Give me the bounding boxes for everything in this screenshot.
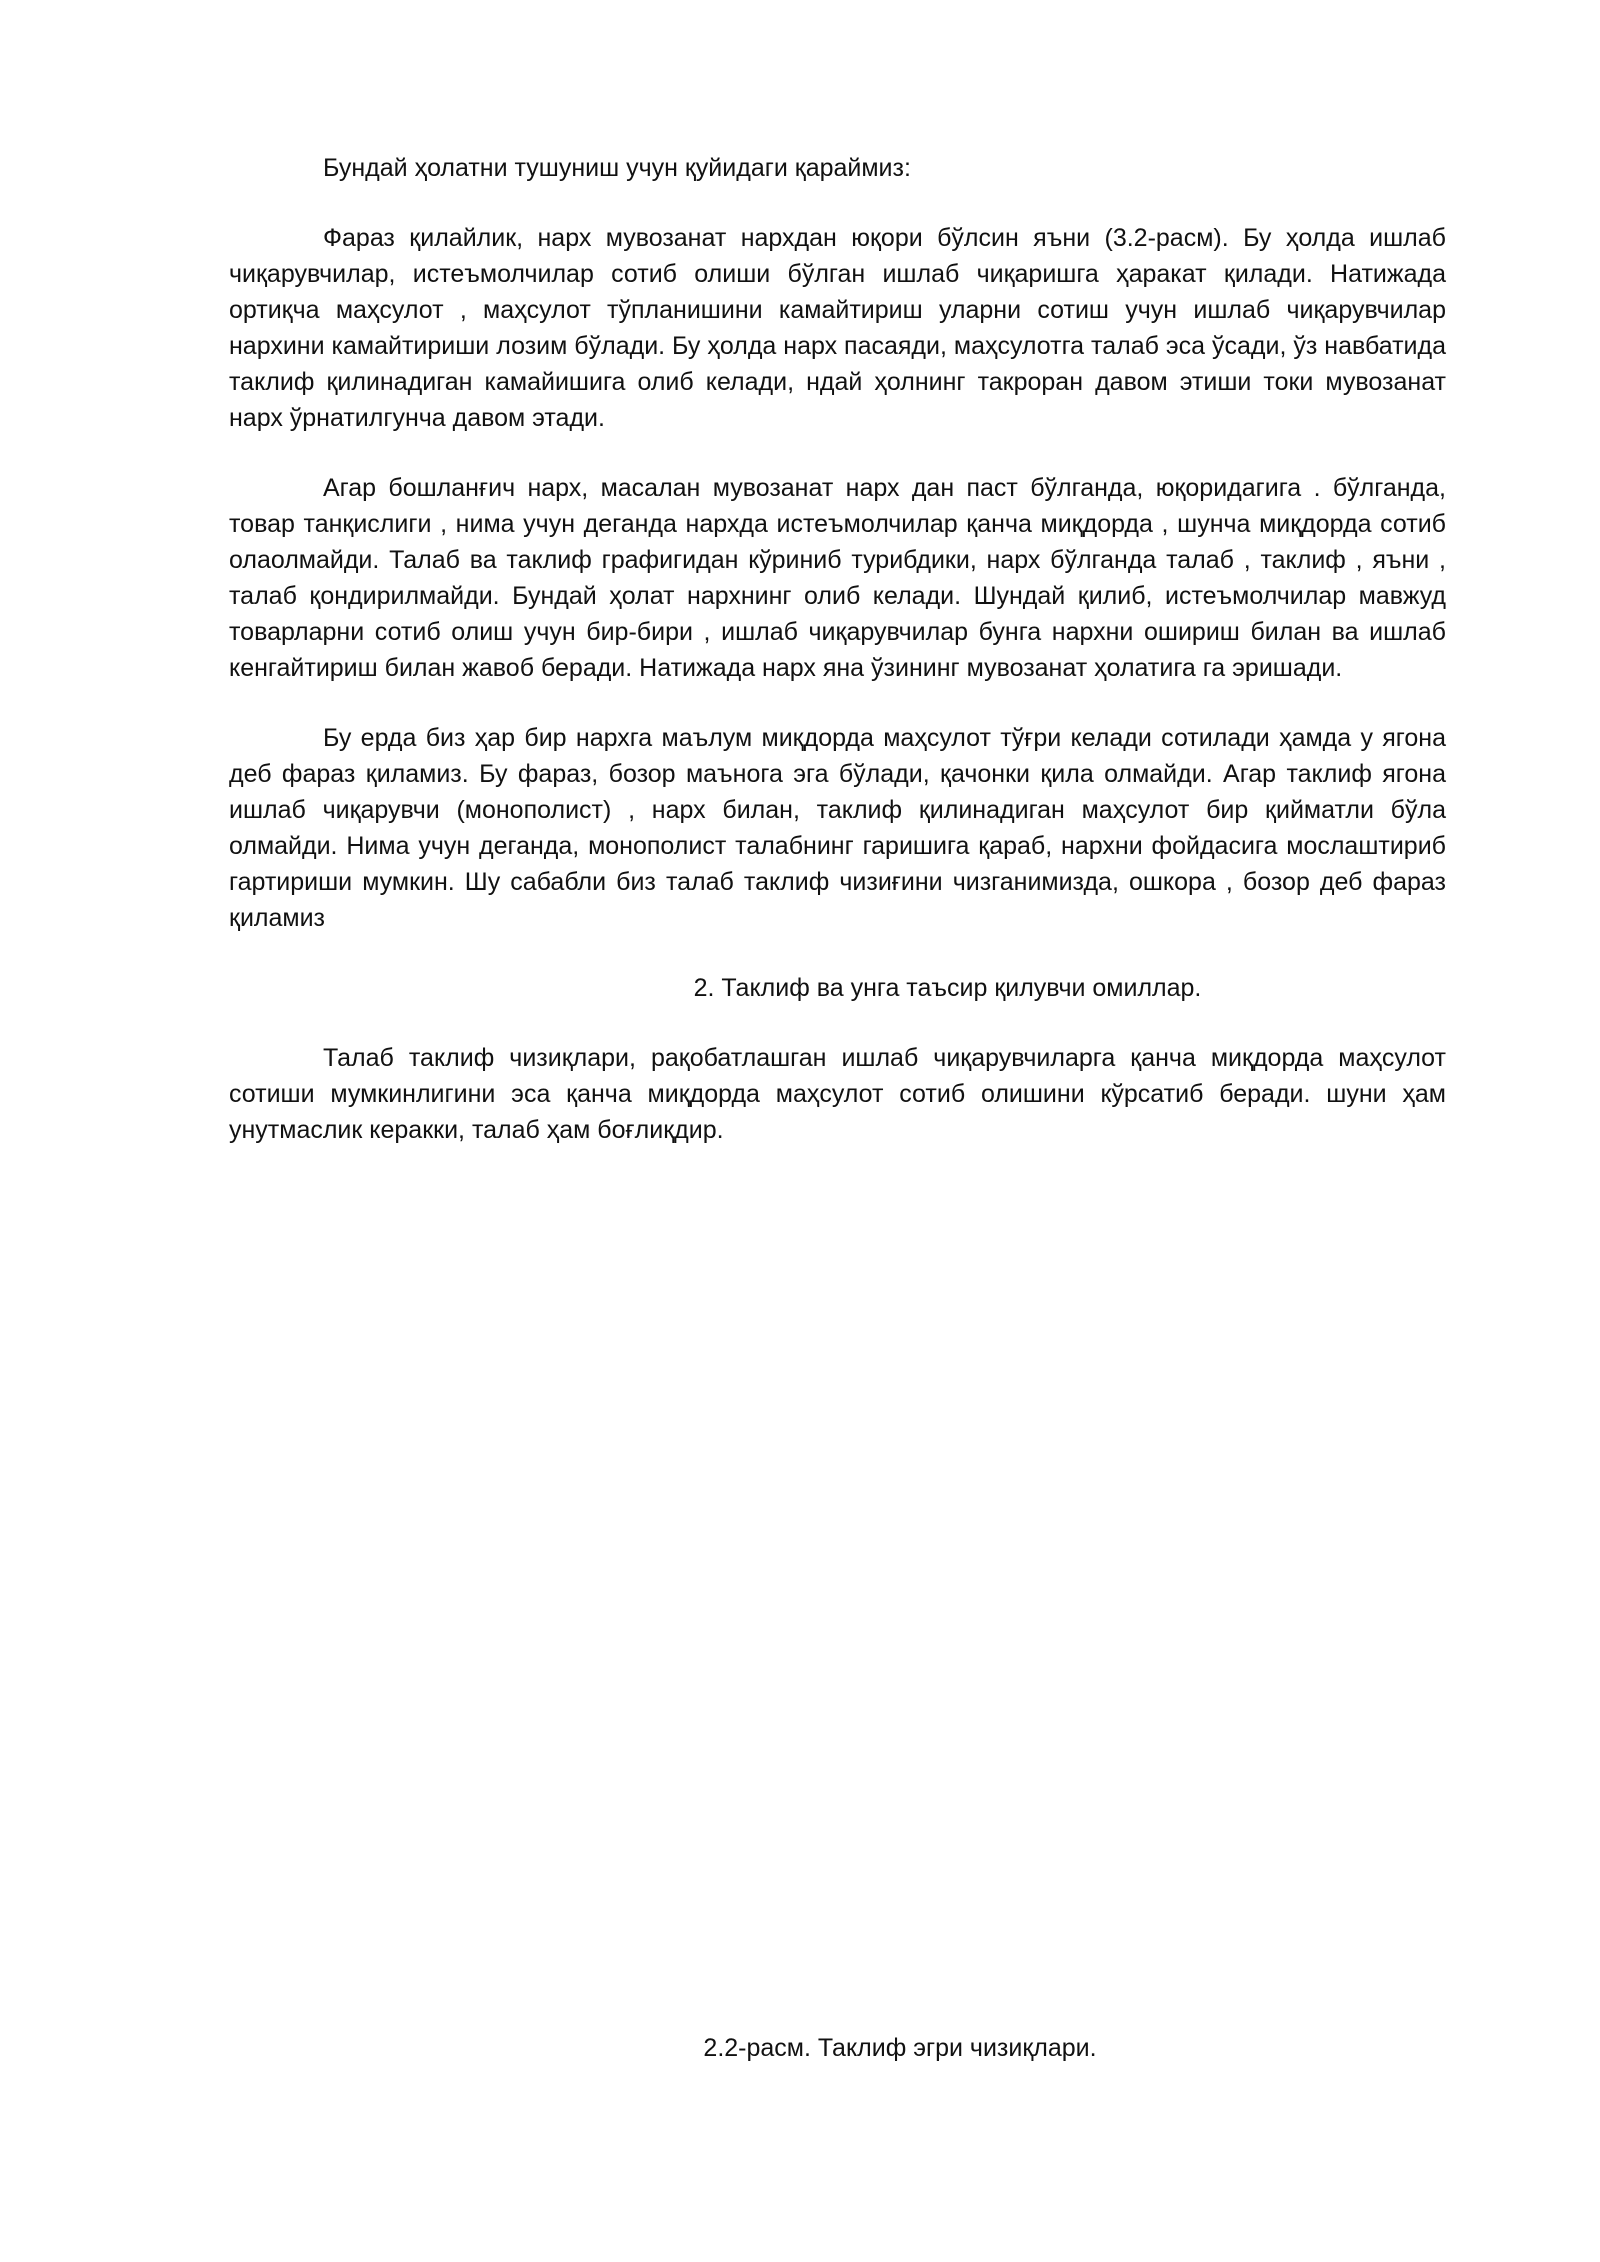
paragraph-supply-demand-lines: Талаб таклиф чизиқлари, рақобатлашган ишлаб чиқарувчиларга қанча миқдорда маҳсулот сотиши мумкинлигини эса қанча миқдорда маҳсулот сотиб олишини кўрсатиб беради. шуни ҳам унутмаслик керакки, талаб ҳам боғлиқдир. <box>229 1044 1446 1144</box>
figure-placeholder <box>229 1210 1446 2010</box>
figure-caption: 2.2-расм. Таклиф эгри чизиқлари. <box>703 2034 1097 2062</box>
paragraph-intro: Бундай ҳолатни тушуниш учун қуйидаги қараймиз: <box>323 154 911 182</box>
paragraph-price-below-equilibrium: Агар бошланғич нарх, масалан мувозанат нарх дан паст бўлганда, юқоридагига . бўлганда, товар танқислиги , нима учун деганда нархда истеъмолчилар қанча миқдорда , шунча миқдорда сотиб олаолмайди. Талаб ва таклиф графигидан кўриниб турибдики, нарх бўлганда талаб , таклиф , яъни , талаб қондирилмайди. Бундай ҳолат нархнинг олиб келади. Шундай қилиб, истеъмолчилар мавжуд товарларни сотиб олиш учун бир-бири , ишлаб чиқарувчилар бунга нархни ошириш билан ва ишлаб кенгайтириш билан жавоб беради. Натижада нарх яна ўзининг мувозанат ҳолатига га эришади. <box>229 474 1446 682</box>
paragraph-price-above-equilibrium: Фараз қилайлик, нарх мувозанат нархдан юқори бўлсин яъни (3.2-расм). Бу ҳолда ишлаб чиқарувчилар, истеъмолчилар сотиб олиши бўлган ишлаб чиқаришга ҳаракат қилади. Натижада ортиқча маҳсулот , маҳсулот тўпланишини камайтириш уларни сотиш учун ишлаб чиқарувчилар нархини камайтириши лозим бўлади. Бу ҳолда нарх пасаяди, маҳсулотга талаб эса ўсади, ўз навбатида таклиф қилинадиган камайишига олиб келади, ндай ҳолнинг такроран давом этиши токи мувозанат нарх ўрнатилгунча давом этади. <box>229 224 1446 432</box>
document-body <box>229 150 1446 1182</box>
section-heading: 2. Таклиф ва унга таъсир қилувчи омиллар. <box>693 974 1202 1002</box>
paragraph-monopolist-assumption: Бу ерда биз ҳар бир нархга маълум миқдорда маҳсулот тўғри келади сотилади ҳамда у ягона деб фараз қиламиз. Бу фараз, бозор маънога эга бўлади, қачонки қила олмайди. Агар таклиф ягона ишлаб чиқарувчи (монополист) , нарх билан, таклиф қилинадиган маҳсулот бир қийматли бўла олмайди. Нима учун деганда, монополист талабнинг гаришига қараб, нархни фойдасига мослаштириб гартириши мумкин. Шу сабабли биз талаб таклиф чизиғини чизганимизда, ошкора , бозор деб фараз қиламиз <box>229 724 1446 932</box>
